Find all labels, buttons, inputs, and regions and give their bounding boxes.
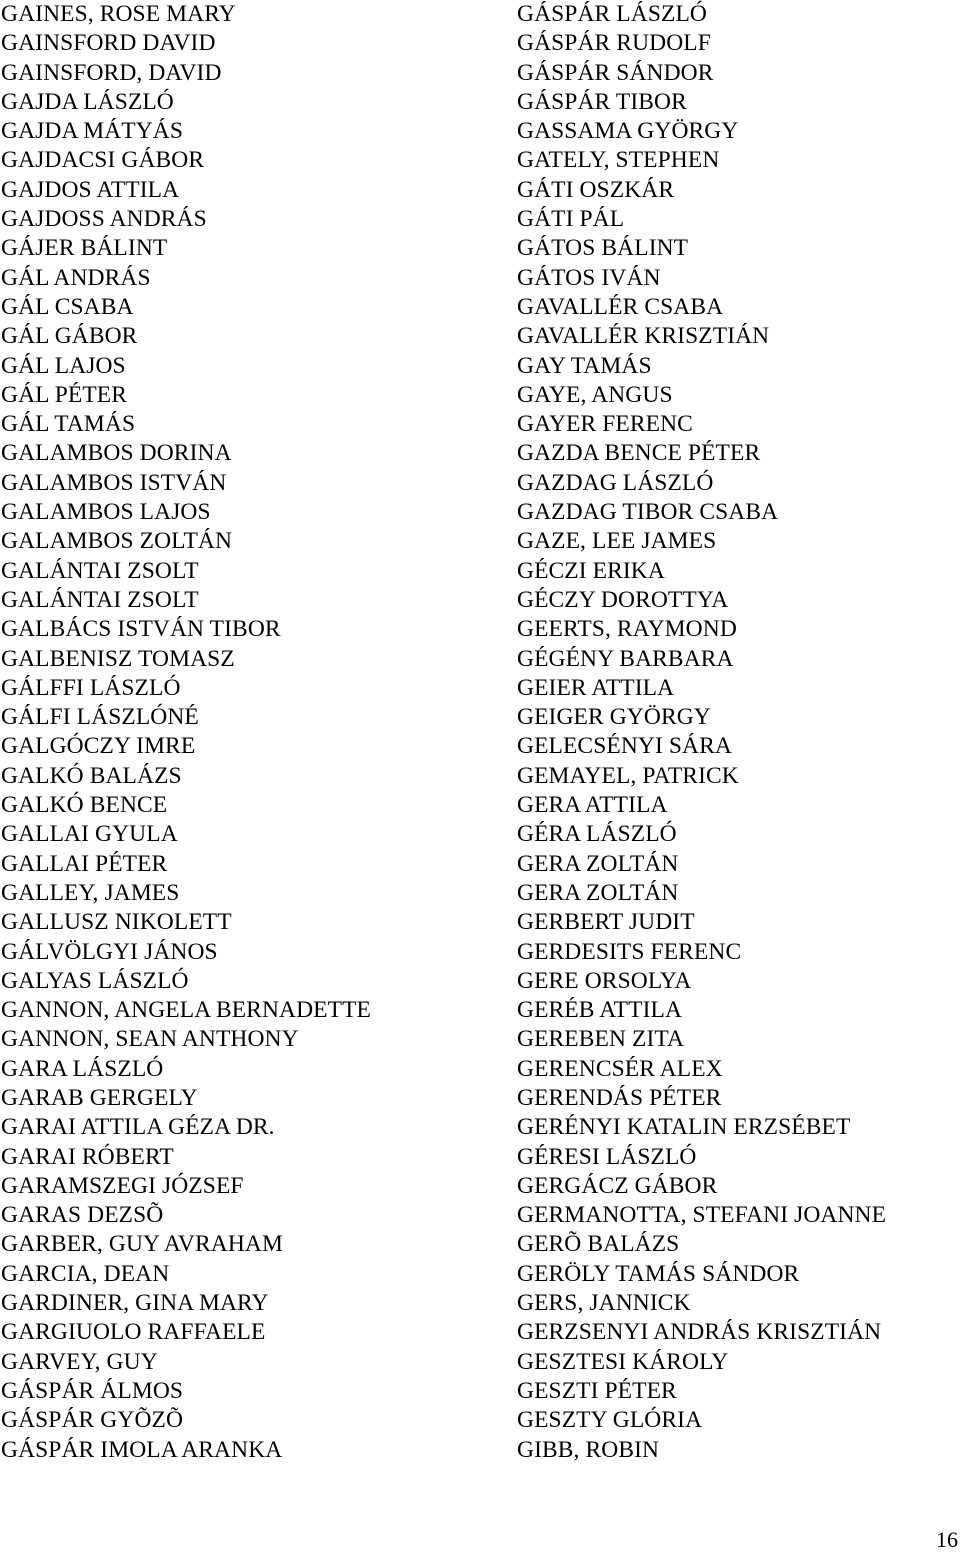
name-entry: GARBER, GUY AVRAHAM [1,1231,283,1258]
name-entry: GANNON, SEAN ANTHONY [1,1026,299,1053]
name-entry: GALLAI GYULA [1,821,178,848]
name-entry: GARA LÁSZLÓ [1,1055,164,1082]
name-entry: GEERTS, RAYMOND [517,616,737,643]
name-entry: GÁL ANDRÁS [1,264,151,291]
name-entry: GAJDOSS ANDRÁS [1,206,207,233]
name-entry: GÁSPÁR LÁSZLÓ [517,1,707,27]
name-entry: GERENCSÉR ALEX [517,1055,723,1082]
name-entry: GALLEY, JAMES [1,879,180,906]
name-entry: GERBERT JUDIT [517,909,695,936]
name-entry: GARDINER, GINA MARY [1,1290,269,1317]
name-entry: GALBENISZ TOMASZ [1,645,235,672]
name-entry: GALÁNTAI ZSOLT [1,586,199,613]
name-entry: GAJDA MÁTYÁS [1,118,184,145]
name-entry: GÁL PÉTER [1,381,128,408]
name-entry: GÁJER BÁLINT [1,235,168,262]
name-entry: GALAMBOS LAJOS [1,499,211,526]
name-entry: GALYAS LÁSZLÓ [1,967,189,994]
name-entry: GARAMSZEGI JÓZSEF [1,1172,244,1199]
name-entry: GELECSÉNYI SÁRA [517,733,732,760]
name-entry: GÁLFI LÁSZLÓNÉ [1,704,199,731]
name-entry: GÉRA LÁSZLÓ [517,821,677,848]
name-entry: GAZDAG TIBOR CSABA [517,499,779,526]
name-entry: GATELY, STEPHEN [517,147,720,174]
name-entry: GERA ZOLTÁN [517,879,679,906]
name-entry: GESZTI PÉTER [517,1377,677,1404]
name-entry: GIBB, ROBIN [517,1436,660,1463]
name-entry: GERMANOTTA, STEFANI JOANNE [517,1202,887,1229]
name-entry: GÁTOS IVÁN [517,264,661,291]
name-entry: GÁTI OSZKÁR [517,176,675,203]
name-entry: GALÁNTAI ZSOLT [1,557,199,584]
page-number: 16 [936,1527,958,1552]
name-entry: GALGÓCZY IMRE [1,733,196,760]
name-entry: GARVEY, GUY [1,1348,158,1375]
name-entry: GÁSPÁR IMOLA ARANKA [1,1436,283,1463]
name-entry: GÁSPÁR TIBOR [517,88,687,115]
name-entry: GANNON, ANGELA BERNADETTE [1,997,371,1024]
name-entry: GASSAMA GYÖRGY [517,118,739,145]
name-entry: GERÉNYI KATALIN ERZSÉBET [517,1114,851,1141]
name-entry: GÁSPÁR GYÕZÕ [1,1407,184,1434]
name-entry: GÉCZI ERIKA [517,557,665,584]
name-entry: GAINES, ROSE MARY [1,1,236,27]
name-entry: GÁL TAMÁS [1,411,136,438]
name-entry: GÁTI PÁL [517,206,625,233]
name-entry: GAZDA BENCE PÉTER [517,440,761,467]
name-entry: GARGIUOLO RAFFAELE [1,1319,266,1346]
name-entry: GAINSFORD, DAVID [1,59,222,86]
name-entry: GÉGÉNY BARBARA [517,645,734,672]
name-entry: GAINSFORD DAVID [1,30,216,57]
name-entry: GÁLVÖLGYI JÁNOS [1,938,218,965]
name-entry: GÁLFFI LÁSZLÓ [1,674,181,701]
name-entry: GÁTOS BÁLINT [517,235,689,262]
name-entry: GAJDA LÁSZLÓ [1,88,174,115]
name-entry: GEIGER GYÖRGY [517,704,711,731]
name-entry: GALAMBOS ISTVÁN [1,469,227,496]
name-entry: GAVALLÉR KRISZTIÁN [517,323,770,350]
name-entry: GÁSPÁR ÁLMOS [1,1377,184,1404]
name-entry: GALAMBOS DORINA [1,440,232,467]
name-entry: GALLAI PÉTER [1,850,168,877]
name-entry: GARAI RÓBERT [1,1143,174,1170]
name-entry: GÁL LAJOS [1,352,126,379]
name-entry: GERENDÁS PÉTER [517,1084,722,1111]
name-entry: GARCIA, DEAN [1,1260,170,1287]
name-entry: GERÕ BALÁZS [517,1231,680,1258]
name-entry: GÁL GÁBOR [1,323,138,350]
name-entry: GALKÓ BALÁZS [1,762,182,789]
name-entry: GÁSPÁR RUDOLF [517,30,711,57]
name-entry: GALLUSZ NIKOLETT [1,909,232,936]
name-entry: GERZSENYI ANDRÁS KRISZTIÁN [517,1319,882,1346]
name-entry: GERGÁCZ GÁBOR [517,1172,718,1199]
name-entry: GAZDAG LÁSZLÓ [517,469,714,496]
name-list-right-column [517,0,886,1465]
name-entry: GAJDOS ATTILA [1,176,180,203]
name-entry: GAVALLÉR CSABA [517,293,724,320]
name-entry: GALAMBOS ZOLTÁN [1,528,233,555]
name-entry: GERÖLY TAMÁS SÁNDOR [517,1260,800,1287]
name-list-left-column [1,0,371,1465]
name-entry: GESZTESI KÁROLY [517,1348,729,1375]
name-entry: GAYE, ANGUS [517,381,673,408]
name-entry: GALKÓ BENCE [1,792,168,819]
name-entry: GEMAYEL, PATRICK [517,762,739,789]
name-entry: GAJDACSI GÁBOR [1,147,205,174]
name-entry: GALBÁCS ISTVÁN TIBOR [1,616,281,643]
name-entry: GERA ATTILA [517,792,668,819]
name-entry: GÉRESI LÁSZLÓ [517,1143,697,1170]
name-entry: GAYER FERENC [517,411,693,438]
name-entry: GEREBEN ZITA [517,1026,685,1053]
name-entry: GEIER ATTILA [517,674,675,701]
name-entry: GARAI ATTILA GÉZA DR. [1,1114,275,1141]
name-entry: GERÉB ATTILA [517,997,683,1024]
name-entry: GESZTY GLÓRIA [517,1407,703,1434]
name-entry: GAZE, LEE JAMES [517,528,717,555]
name-entry: GÉCZY DOROTTYA [517,586,729,613]
name-entry: GAY TAMÁS [517,352,652,379]
name-entry: GARAS DEZSÕ [1,1202,164,1229]
name-entry: GARAB GERGELY [1,1084,198,1111]
name-entry: GÁSPÁR SÁNDOR [517,59,714,86]
name-entry: GERA ZOLTÁN [517,850,679,877]
name-entry: GERE ORSOLYA [517,967,692,994]
name-entry: GERS, JANNICK [517,1290,691,1317]
name-entry: GERDESITS FERENC [517,938,742,965]
name-entry: GÁL CSABA [1,293,134,320]
